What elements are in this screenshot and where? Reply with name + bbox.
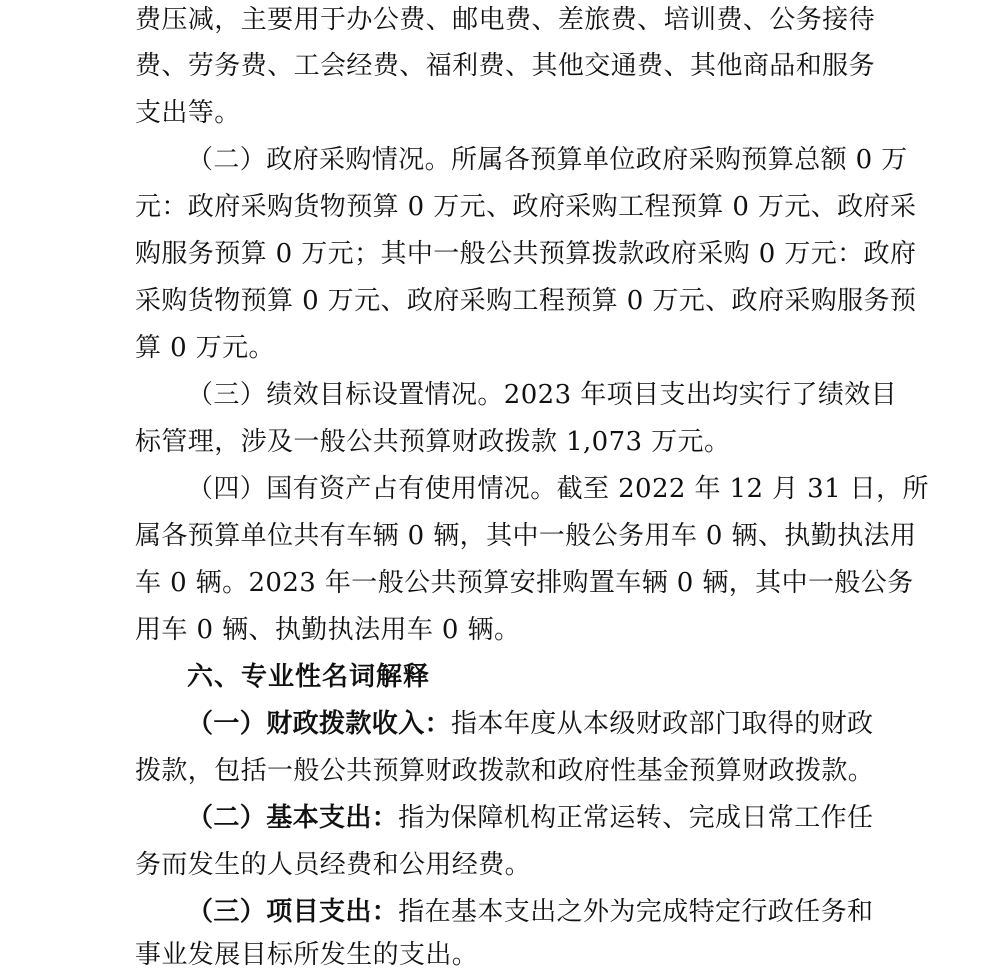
paragraph-line: 元：政府采购货物预算 0 万元、政府采购工程预算 0 万元、政府采 (135, 192, 917, 222)
term-definition: 指在基本支出之外为完成特定行政任务和 (398, 897, 874, 927)
term-definition: 指为保障机构正常运转、完成日常工作任 (398, 803, 874, 833)
term-label: （一）财政拨款收入： (187, 709, 452, 739)
paragraph-line: 事业发展目标所发生的支出。 (135, 940, 479, 970)
term-definition: 指本年度从本级财政部门取得的财政 (451, 709, 874, 739)
paragraph-line: 车 0 辆。2023 年一般公共预算安排购置车辆 0 辆，其中一般公务 (135, 568, 914, 598)
term-line (187, 704, 873, 744)
paragraph-line: 购服务预算 0 万元；其中一般公共预算拨款政府采购 0 万元：政府 (135, 239, 917, 269)
term-line (187, 892, 873, 932)
term-label: （二）基本支出： (187, 803, 399, 833)
paragraph-line: 用车 0 辆、执勤执法用车 0 辆。 (135, 615, 521, 645)
paragraph-line: 采购货物预算 0 万元、政府采购工程预算 0 万元、政府采购服务预 (135, 286, 917, 316)
paragraph-line: （四）国有资产占有使用情况。截至 2022 年 12 月 31 日，所 (187, 474, 929, 504)
paragraph-line: 属各预算单位共有车辆 0 辆，其中一般公务用车 0 辆、执勤执法用 (135, 521, 917, 551)
paragraph-line: 算 0 万元。 (135, 333, 275, 363)
paragraph-line: 支出等。 (135, 98, 241, 128)
term-line (187, 798, 873, 838)
section-heading: 六、专业性名词解释 (187, 662, 431, 692)
paragraph-line: 费压减，主要用于办公费、邮电费、差旅费、培训费、公务接待 (135, 5, 875, 35)
paragraph-line: （三）绩效目标设置情况。2023 年项目支出均实行了绩效目 (187, 380, 898, 410)
paragraph-line: （二）政府采购情况。所属各预算单位政府采购预算总额 0 万 (187, 145, 908, 175)
term-label: （三）项目支出： (187, 897, 399, 927)
paragraph-line: 拨款，包括一般公共预算财政拨款和政府性基金预算财政拨款。 (135, 756, 875, 786)
paragraph-line: 务而发生的人员经费和公用经费。 (135, 850, 532, 880)
paragraph-line: 费、劳务费、工会经费、福利费、其他交通费、其他商品和服务 (135, 51, 875, 81)
paragraph-line: 标管理，涉及一般公共预算财政拨款 1,073 万元。 (135, 427, 731, 457)
